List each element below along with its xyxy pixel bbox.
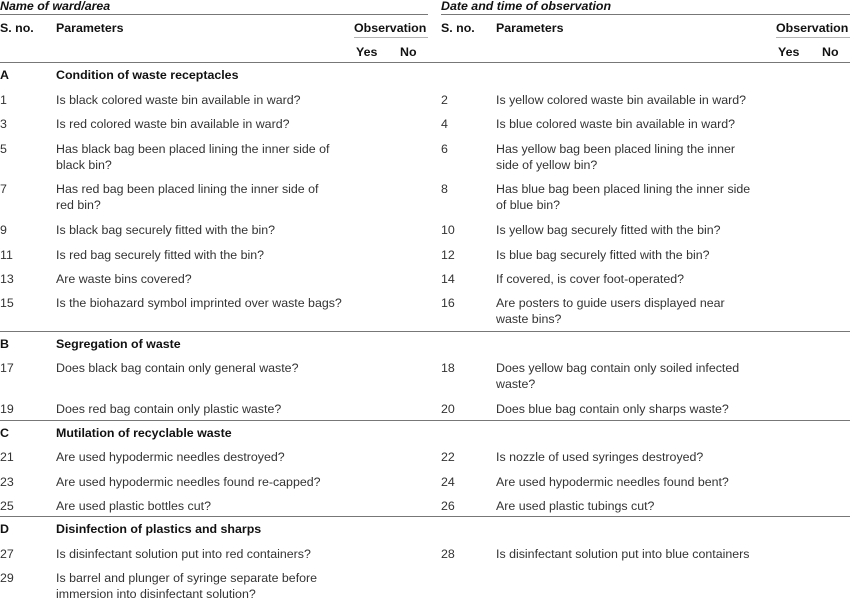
section-id: B [0,337,9,351]
row-parameter: Does black bag contain only general waste? [56,361,299,375]
section-title: Disinfection of plastics and sharps [56,522,262,536]
section-title: Mutilation of recyclable waste [56,426,232,440]
ward-area-title: Name of ward/area [0,0,111,13]
row-parameter: Are used plastic tubings cut? [496,499,655,513]
row-parameter: Are used hypodermic needles destroyed? [56,450,285,464]
row-sno: 21 [0,450,14,464]
col-sno-left: S. no. [0,21,34,35]
row-sno: 25 [0,499,14,513]
row-sno: 5 [0,142,7,156]
row-parameter: Does yellow bag contain only soiled infected [496,361,740,375]
row-sno: 6 [441,142,448,156]
row-parameter-cont: immersion into disinfectant solution? [56,587,256,601]
row-parameter: Is disinfectant solution put into blue containers [496,547,750,561]
row-sno: 17 [0,361,14,375]
row-parameter: Has red bag been placed lining the inner side of [56,182,319,196]
row-parameter: Has black bag been placed lining the inner side of [56,142,330,156]
row-sno: 18 [441,361,455,375]
row-sno: 12 [441,248,455,262]
row-sno: 7 [0,182,7,196]
row-sno: 9 [0,223,7,237]
row-sno: 14 [441,272,455,286]
row-parameter: Is blue colored waste bin available in ward? [496,117,736,131]
row-sno: 28 [441,547,455,561]
col-no-left: No [400,45,417,59]
section-rule [0,420,850,421]
row-sno: 19 [0,402,14,416]
row-parameter: Are used hypodermic needles found re-capped? [56,475,321,489]
col-parameters-left: Parameters [56,21,124,35]
row-parameter-cont: of blue bin? [496,198,561,212]
section-rule [0,516,850,517]
title-rule-left [0,14,428,15]
row-sno: 2 [441,93,448,107]
col-no-right: No [822,45,839,59]
row-parameter: Are used plastic bottles cut? [56,499,211,513]
row-parameter: Has blue bag been placed lining the inner side [496,182,751,196]
row-parameter-cont: side of yellow bin? [496,158,598,172]
header-rule [0,62,850,63]
row-parameter: Is barrel and plunger of syringe separate before [56,571,318,585]
section-id: A [0,68,9,82]
row-parameter: Is black bag securely fitted with the bin? [56,223,276,237]
row-sno: 26 [441,499,455,513]
row-sno: 29 [0,571,14,585]
observation-rule-right [776,37,850,38]
row-parameter: Is yellow colored waste bin available in ward? [496,93,747,107]
col-observation-right: Observation [776,21,849,35]
row-parameter: Is black colored waste bin available in ward? [56,93,301,107]
observation-datetime-title: Date and time of observation [441,0,612,13]
row-sno: 13 [0,272,14,286]
row-parameter: Is the biohazard symbol imprinted over waste bags? [56,296,342,310]
section-rule [0,331,850,332]
row-parameter: Is red colored waste bin available in ward? [56,117,290,131]
row-parameter: Are posters to guide users displayed near [496,296,725,310]
row-parameter-cont: waste? [496,377,536,391]
row-parameter: Has yellow bag been placed lining the inner [496,142,736,156]
col-observation-left: Observation [354,21,427,35]
row-sno: 27 [0,547,14,561]
row-sno: 10 [441,223,455,237]
row-sno: 4 [441,117,448,131]
row-parameter: Does blue bag contain only sharps waste? [496,402,729,416]
row-parameter: Does red bag contain only plastic waste? [56,402,282,416]
row-sno: 8 [441,182,448,196]
row-parameter: Is red bag securely fitted with the bin? [56,248,265,262]
observation-rule-left [354,37,428,38]
row-parameter: Is disinfectant solution put into red containers? [56,547,311,561]
row-parameter: Are waste bins covered? [56,272,192,286]
row-sno: 15 [0,296,14,310]
row-sno: 24 [441,475,455,489]
row-sno: 16 [441,296,455,310]
row-sno: 3 [0,117,7,131]
col-sno-right: S. no. [441,21,475,35]
col-yes-left: Yes [356,45,378,59]
title-rule-right [441,14,850,15]
row-sno: 22 [441,450,455,464]
col-yes-right: Yes [778,45,800,59]
section-id: D [0,522,9,536]
row-parameter: Is blue bag securely fitted with the bin? [496,248,710,262]
section-title: Condition of waste receptacles [56,68,239,82]
row-parameter: Is nozzle of used syringes destroyed? [496,450,704,464]
col-parameters-right: Parameters [496,21,564,35]
row-parameter: If covered, is cover foot-operated? [496,272,685,286]
row-parameter-cont: black bin? [56,158,112,172]
section-id: C [0,426,9,440]
row-sno: 1 [0,93,7,107]
row-parameter: Is yellow bag securely fitted with the bin? [496,223,721,237]
row-parameter-cont: waste bins? [496,312,562,326]
row-sno: 20 [441,402,455,416]
section-title: Segregation of waste [56,337,181,351]
row-sno: 11 [0,248,13,262]
row-parameter: Are used hypodermic needles found bent? [496,475,729,489]
row-sno: 23 [0,475,14,489]
row-parameter-cont: red bin? [56,198,101,212]
